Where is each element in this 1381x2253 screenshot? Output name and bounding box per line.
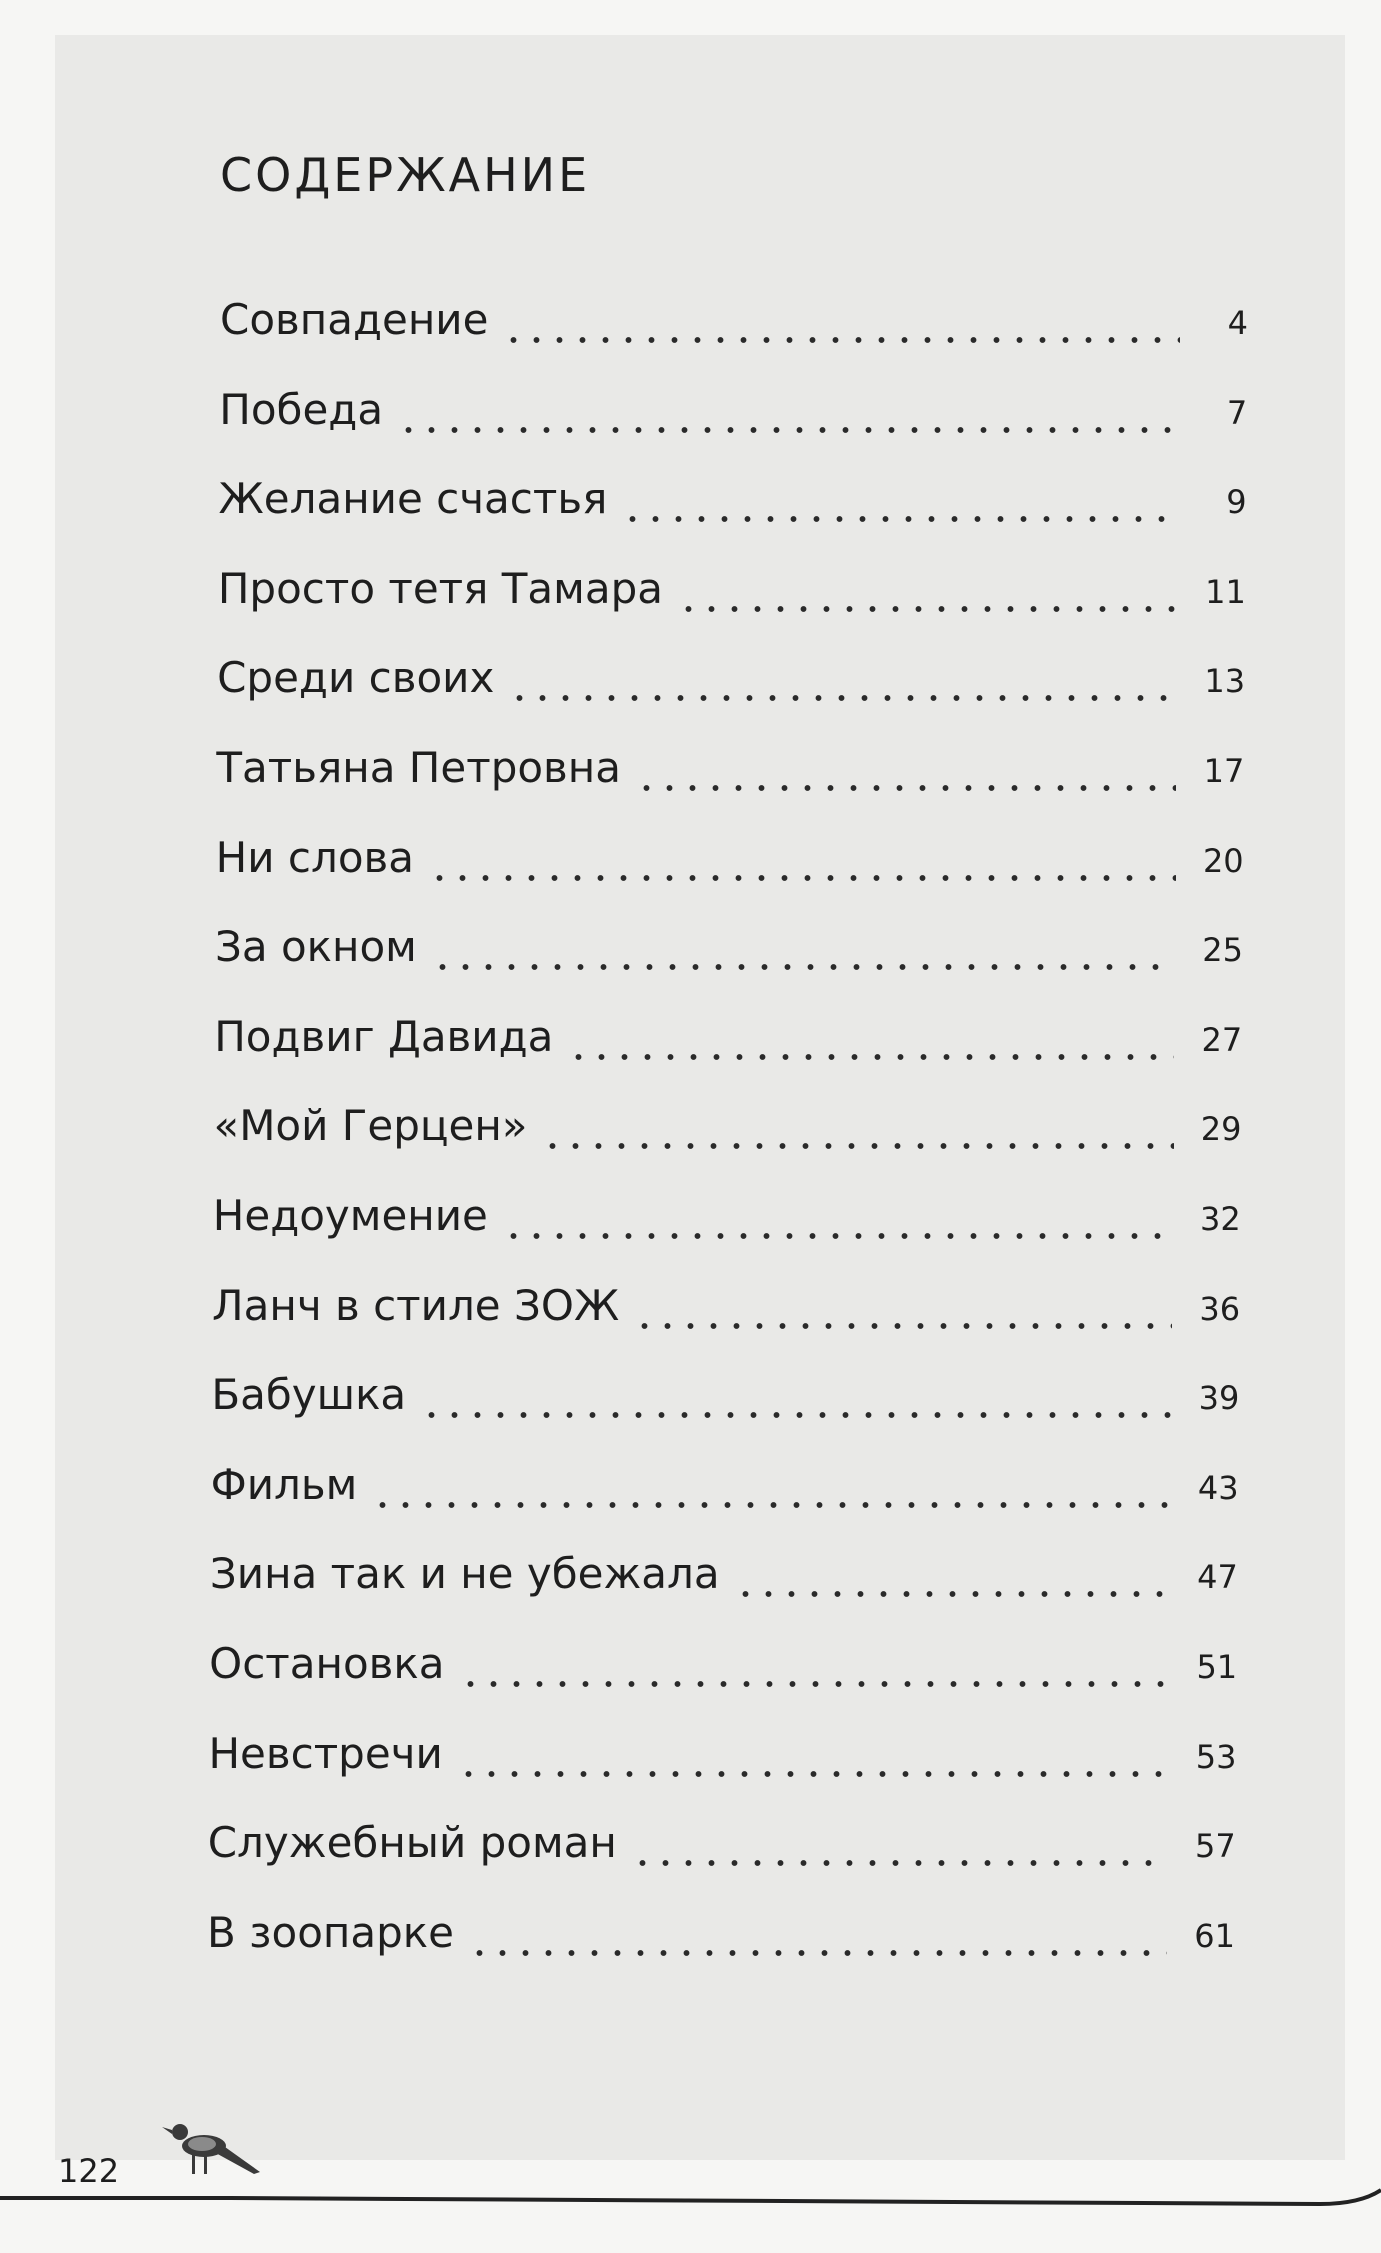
dot-leader bbox=[457, 1769, 1169, 1779]
toc-entry-title: Среди своих bbox=[217, 653, 495, 703]
dot-leader bbox=[502, 335, 1180, 345]
toc-entry-title: Бабушка bbox=[211, 1370, 407, 1420]
toc-entry-page: 53 bbox=[1195, 1737, 1237, 1776]
dot-leader bbox=[677, 604, 1178, 614]
toc-entry bbox=[216, 833, 1244, 893]
toc-entry bbox=[219, 474, 1247, 534]
toc-entry-page: 9 bbox=[1226, 483, 1247, 522]
toc-entry-title: Фильм bbox=[210, 1459, 358, 1509]
dot-leader bbox=[459, 1679, 1170, 1689]
toc-entry-title: Просто тетя Тамара bbox=[217, 563, 663, 613]
toc-entry bbox=[213, 1191, 1241, 1251]
toc-entry bbox=[214, 1012, 1242, 1072]
dot-leader bbox=[541, 1141, 1173, 1151]
toc-entry bbox=[207, 1908, 1235, 1968]
toc-entry bbox=[212, 1281, 1240, 1341]
toc-entry-title: Остановка bbox=[209, 1639, 445, 1688]
toc-entry-title: Ланч в стиле ЗОЖ bbox=[212, 1280, 620, 1330]
toc-entry bbox=[209, 1639, 1237, 1699]
dot-leader bbox=[468, 1948, 1167, 1958]
toc-entry bbox=[208, 1818, 1236, 1878]
toc-entry-page: 47 bbox=[1197, 1558, 1238, 1597]
toc-entry-page: 57 bbox=[1195, 1827, 1236, 1866]
toc-entry-page: 4 bbox=[1227, 304, 1248, 342]
toc-entry-page: 43 bbox=[1197, 1468, 1239, 1507]
toc-entry bbox=[214, 1101, 1242, 1161]
toc-entry-title: Татьяна Петровна bbox=[216, 743, 621, 792]
toc-entry-page: 29 bbox=[1200, 1110, 1242, 1149]
toc-entry-title: Зина так и не убежала bbox=[209, 1549, 720, 1599]
toc-entry-title: Желание счастья bbox=[218, 474, 608, 524]
toc-entry-page: 13 bbox=[1204, 662, 1246, 701]
toc-entry bbox=[215, 922, 1243, 982]
toc-entry bbox=[220, 295, 1248, 355]
toc-entry bbox=[211, 1370, 1239, 1430]
toc-entry-page: 11 bbox=[1205, 572, 1246, 611]
toc-entry-title: В зоопарке bbox=[207, 1907, 454, 1957]
toc-entry bbox=[217, 653, 1245, 713]
toc-entry-title: Подвиг Давида bbox=[214, 1011, 554, 1061]
toc-entry-page: 27 bbox=[1201, 1020, 1243, 1059]
toc-entry bbox=[216, 743, 1244, 803]
dot-leader bbox=[397, 425, 1179, 435]
toc-entry-title: Невстречи bbox=[208, 1728, 443, 1778]
dot-leader bbox=[420, 1410, 1171, 1420]
toc-entry-title: Совпадение bbox=[220, 295, 489, 344]
toc-entry-title: Ни слова bbox=[215, 832, 415, 882]
toc-entry bbox=[211, 1460, 1239, 1520]
dot-leader bbox=[371, 1500, 1170, 1510]
bottom-rule bbox=[0, 2170, 1381, 2230]
toc-entry-page: 61 bbox=[1194, 1916, 1235, 1955]
page-title: СОДЕРЖАНИЕ bbox=[220, 148, 591, 202]
toc-entry bbox=[219, 385, 1247, 445]
toc-entry-title: Недоумение bbox=[212, 1191, 488, 1240]
dot-leader bbox=[567, 1052, 1174, 1062]
dot-leader bbox=[431, 962, 1175, 972]
toc-entry-page: 32 bbox=[1200, 1200, 1241, 1238]
dot-leader bbox=[635, 783, 1176, 793]
dot-leader bbox=[508, 693, 1177, 703]
toc-entry bbox=[218, 564, 1246, 624]
toc-entry-title: Победа bbox=[219, 384, 384, 434]
dot-leader bbox=[502, 1231, 1173, 1241]
toc-entry bbox=[208, 1729, 1236, 1789]
toc-entry-page: 17 bbox=[1203, 752, 1245, 790]
toc-entry-page: 20 bbox=[1202, 841, 1244, 880]
dot-leader bbox=[621, 514, 1178, 524]
dot-leader bbox=[633, 1321, 1172, 1331]
page-number: 122 bbox=[58, 2152, 120, 2190]
toc-entry-page: 36 bbox=[1199, 1289, 1241, 1328]
toc-entry-page: 51 bbox=[1196, 1648, 1238, 1686]
toc-entry-title: Служебный роман bbox=[207, 1818, 617, 1868]
toc-entry-page: 7 bbox=[1226, 393, 1248, 432]
toc-entry-page: 25 bbox=[1202, 931, 1243, 970]
toc-entry-title: «Мой Герцен» bbox=[213, 1101, 528, 1151]
dot-leader bbox=[734, 1589, 1170, 1599]
dot-leader bbox=[631, 1858, 1168, 1868]
toc-entry-page: 39 bbox=[1198, 1379, 1240, 1418]
toc-entry-title: За окном bbox=[214, 922, 417, 972]
toc-entry bbox=[210, 1549, 1238, 1609]
dot-leader bbox=[428, 873, 1176, 883]
